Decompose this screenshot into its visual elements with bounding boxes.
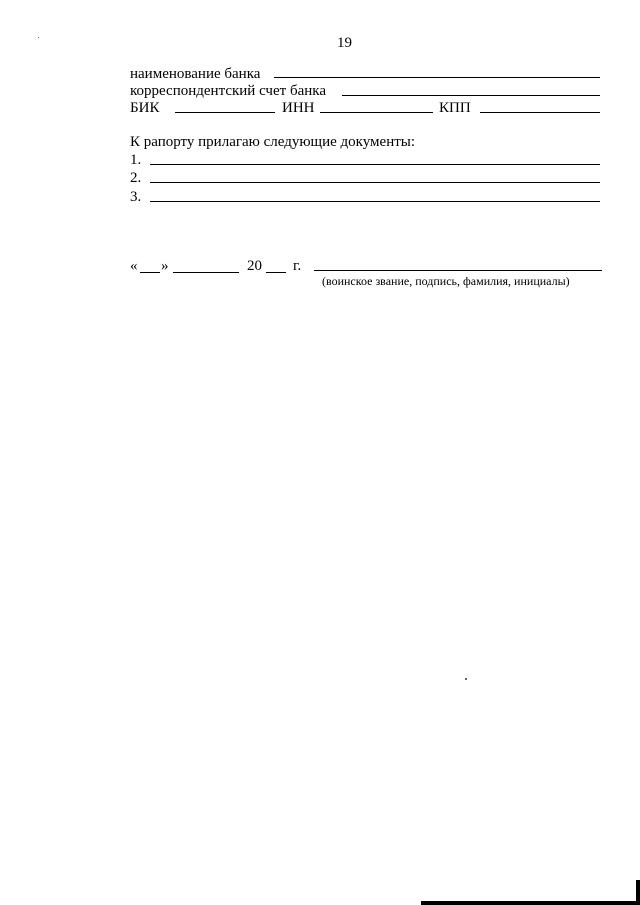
attachment-field-3[interactable] <box>150 201 600 202</box>
attachment-field-1[interactable] <box>150 164 600 165</box>
attachment-number-2: 2. <box>130 170 142 186</box>
attachment-number-1: 1. <box>130 152 142 168</box>
date-quote-open: « <box>130 258 138 274</box>
page-number: 19 <box>337 35 352 51</box>
scan-speck <box>465 678 467 680</box>
attachment-field-2[interactable] <box>150 182 600 183</box>
bik-label: БИК <box>130 100 160 116</box>
date-year-prefix: 20 <box>247 258 262 274</box>
corr-account-label: корреспондентский счет банка <box>130 83 326 99</box>
scan-speck <box>38 37 39 38</box>
scan-edge <box>636 880 640 905</box>
signature-field[interactable] <box>314 270 602 271</box>
inn-field[interactable] <box>320 112 433 113</box>
signature-caption: (воинское звание, подпись, фамилия, инициалы) <box>322 274 570 288</box>
date-year-suffix: г. <box>293 258 302 274</box>
bank-name-field[interactable] <box>274 77 600 78</box>
date-month-field[interactable] <box>173 272 239 273</box>
corr-account-field[interactable] <box>342 95 600 96</box>
kpp-field[interactable] <box>480 112 600 113</box>
date-day-field[interactable] <box>140 272 160 273</box>
date-year-field[interactable] <box>266 272 286 273</box>
attachment-number-3: 3. <box>130 189 142 205</box>
date-quote-close: » <box>161 258 169 274</box>
bik-field[interactable] <box>175 112 275 113</box>
inn-label: ИНН <box>282 100 315 116</box>
kpp-label: КПП <box>439 100 471 116</box>
scan-edge <box>421 901 640 905</box>
attachments-heading: К рапорту прилагаю следующие документы: <box>130 134 416 150</box>
bank-name-label: наименование банка <box>130 66 261 82</box>
